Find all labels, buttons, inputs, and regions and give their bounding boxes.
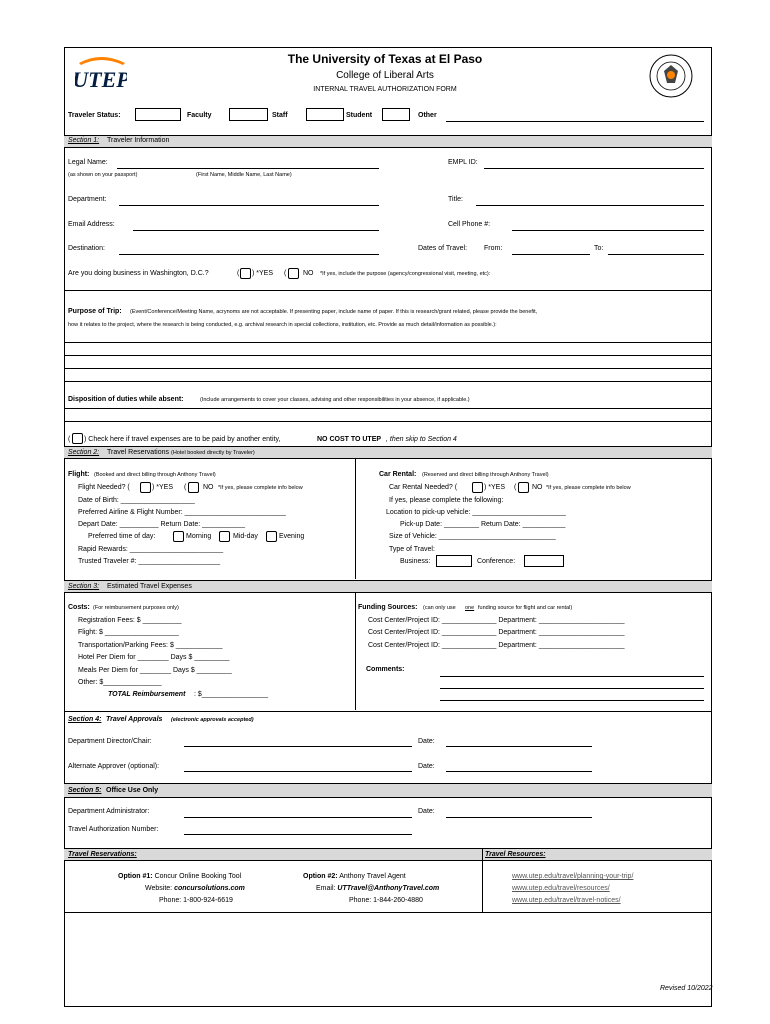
faculty-box[interactable] bbox=[135, 108, 181, 121]
cell-field[interactable] bbox=[512, 230, 704, 231]
department-field[interactable] bbox=[119, 205, 379, 206]
title-field[interactable] bbox=[476, 205, 704, 206]
svg-text:UTEP: UTEP bbox=[75, 67, 127, 91]
student-box[interactable] bbox=[306, 108, 344, 121]
destination-label: Destination: bbox=[68, 245, 105, 252]
flight-complete-note: *If yes, please complete info below bbox=[218, 485, 303, 491]
total-label: TOTAL Reimbursement bbox=[108, 691, 186, 698]
car-complete-text: If yes, please complete the following: bbox=[389, 497, 504, 504]
dob-field[interactable]: Date of Birth: ___________________ bbox=[78, 497, 195, 504]
registration-field[interactable]: Registration Fees: $ __________ bbox=[78, 617, 182, 624]
flight-cost-field[interactable]: Flight: $ ___________________ bbox=[78, 629, 179, 636]
pickup-location-field[interactable]: Location to pick-up vehicle: ________________________ bbox=[386, 509, 566, 516]
section2-hint: (Hotel booked directly by Traveler) bbox=[171, 450, 255, 456]
flight-no-label: NO bbox=[203, 484, 214, 491]
section1-subtitle: Traveler Information bbox=[107, 137, 170, 144]
no-cost-bold: NO COST TO UTEP bbox=[317, 436, 382, 443]
admin-date-field[interactable] bbox=[446, 817, 592, 818]
business-box[interactable] bbox=[436, 555, 472, 567]
section4-hint: (electronic approvals accepted) bbox=[171, 717, 254, 723]
morning-label: Morning bbox=[186, 533, 212, 540]
admin-label: Department Administrator: bbox=[68, 808, 150, 815]
meals-field[interactable]: Meals Per Diem for ________ Days $ _________ bbox=[78, 667, 232, 674]
flight-hint: (Booked and direct billing through Anthony Travel) bbox=[94, 472, 216, 478]
purpose-hint-1: (Event/Conference/Meeting Name, acrynoms are not acceptable. If presenting paper, include name of paper. If this is research/grant related, please provide the benefit, bbox=[130, 309, 538, 315]
cost-center-3[interactable]: Cost Center/Project ID: ______________ Department: ______________________ bbox=[368, 642, 625, 649]
auth-number-field[interactable] bbox=[184, 834, 412, 835]
empl-id-field[interactable] bbox=[484, 168, 704, 169]
legal-name-label: Legal Name: bbox=[68, 159, 108, 166]
car-no-label: NO bbox=[532, 484, 543, 491]
flight-label: Flight: bbox=[68, 471, 90, 478]
link-resources[interactable]: www.utep.edu/travel/resources/ bbox=[512, 885, 610, 892]
dc-yes-checkbox[interactable] bbox=[240, 268, 251, 279]
conference-label: Conference: bbox=[477, 558, 516, 565]
auth-number-label: Travel Authorization Number: bbox=[68, 826, 159, 833]
student-label: Student bbox=[346, 112, 373, 119]
purpose-label: Purpose of Trip: bbox=[68, 308, 122, 315]
option2-email: Email: UTTravel@AnthonyTravel.com bbox=[316, 885, 440, 892]
destination-field[interactable] bbox=[119, 254, 379, 255]
link-planning[interactable]: www.utep.edu/travel/planning-your-trip/ bbox=[512, 873, 634, 880]
reservations-title: Travel Reservations: bbox=[68, 851, 137, 858]
section4-title: Section 4: bbox=[68, 716, 102, 723]
duties-label: Disposition of duties while absent: bbox=[68, 396, 184, 403]
staff-box[interactable] bbox=[229, 108, 268, 121]
business-label: Business: bbox=[400, 558, 431, 565]
comments-line-1[interactable] bbox=[440, 676, 704, 677]
cell-label: Cell Phone #: bbox=[448, 221, 491, 228]
option1-website: Website: concursolutions.com bbox=[145, 885, 245, 892]
total-field[interactable]: : $_________________ bbox=[194, 691, 268, 698]
section2-subtitle: Travel Reservations bbox=[107, 449, 169, 456]
from-label: From: bbox=[484, 245, 503, 252]
option2-phone: Phone: 1-844-260-4880 bbox=[349, 897, 423, 904]
dc-no-checkbox[interactable] bbox=[288, 268, 299, 279]
funding-label: Funding Sources: bbox=[358, 604, 418, 611]
evening-label: Evening bbox=[279, 533, 305, 540]
no-cost-checkbox[interactable] bbox=[72, 433, 83, 444]
admin-date-label: Date: bbox=[418, 808, 435, 815]
purpose-hint-2: how it relates to the project, where the research is being conducted, e.g. archival research in special collections, institution, etc. Provide as much detail/information as possible.): bbox=[68, 322, 497, 328]
status-label: Traveler Status: bbox=[68, 112, 121, 119]
car-no-checkbox[interactable] bbox=[518, 482, 529, 493]
pref-time-label: Preferred time of day: bbox=[88, 533, 156, 540]
dc-question: Are you doing business in Washington, D.C.? bbox=[68, 270, 209, 277]
option2: Option #2: Anthony Travel Agent bbox=[303, 873, 406, 880]
section5-title: Section 5: bbox=[68, 787, 102, 794]
section3-subtitle: Estimated Travel Expenses bbox=[107, 583, 192, 590]
admin-field[interactable] bbox=[184, 817, 412, 818]
morning-checkbox[interactable] bbox=[173, 531, 184, 542]
cost-center-1[interactable]: Cost Center/Project ID: ______________ Department: ______________________ bbox=[368, 617, 625, 624]
university-name: The University of Texas at El Paso bbox=[287, 52, 483, 66]
to-field[interactable] bbox=[608, 254, 704, 255]
name-hint: (First Name, Middle Name, Last Name) bbox=[196, 172, 292, 178]
midday-checkbox[interactable] bbox=[219, 531, 230, 542]
revised-date: Revised 10/2022 bbox=[660, 985, 713, 992]
funding-hint-2: funding source for flight and car rental) bbox=[478, 605, 573, 611]
travel-type-label: Type of Travel: bbox=[389, 546, 435, 553]
transport-field[interactable]: Transportation/Parking Fees: $ ____________ bbox=[78, 642, 223, 649]
alternate-date-label: Date: bbox=[418, 763, 435, 770]
duties-line[interactable] bbox=[64, 421, 712, 422]
director-date-label: Date: bbox=[418, 738, 435, 745]
section2-title: Section 2: bbox=[68, 449, 100, 456]
comments-label: Comments: bbox=[366, 666, 405, 673]
section5-subtitle: Office Use Only bbox=[106, 787, 159, 794]
staff-label: Staff bbox=[272, 112, 288, 119]
section5-header bbox=[64, 783, 712, 798]
airline-field[interactable]: Preferred Airline & Flight Number: __________________________ bbox=[78, 509, 286, 516]
resources-title: Travel Resources: bbox=[485, 851, 546, 858]
no-cost-text: ) Check here if travel expenses are to be paid by another entity, bbox=[84, 436, 281, 443]
other-label: Other bbox=[418, 112, 437, 119]
midday-label: Mid-day bbox=[233, 533, 258, 540]
title-label: Title: bbox=[448, 196, 463, 203]
director-label: Department Director/Chair: bbox=[68, 738, 152, 745]
purpose-line-3[interactable] bbox=[64, 368, 712, 369]
legal-name-field[interactable] bbox=[117, 168, 379, 169]
purpose-line-2[interactable] bbox=[64, 355, 712, 356]
funding-one: one bbox=[465, 605, 475, 611]
no-cost-skip: , then skip to Section 4 bbox=[386, 436, 457, 443]
costs-hint: (For reimbursement purposes only) bbox=[93, 605, 179, 611]
dates-label: Dates of Travel: bbox=[418, 245, 468, 252]
depart-return-field[interactable]: Depart Date: __________ Return Date: ___________ bbox=[78, 521, 245, 528]
director-date-field[interactable] bbox=[446, 746, 592, 747]
empl-id-label: EMPL ID: bbox=[448, 159, 478, 166]
link-notices[interactable]: www.utep.edu/travel/travel-notices/ bbox=[512, 897, 621, 904]
trusted-traveler-field[interactable]: Trusted Traveler #: _____________________ bbox=[78, 558, 221, 565]
duties-hint: (Include arrangements to cover your classes, advising and other responsibilities in your absence, if applicable.) bbox=[200, 397, 470, 403]
to-label: To: bbox=[594, 245, 604, 252]
rapid-rewards-field[interactable]: Rapid Rewards: ________________________ bbox=[78, 546, 224, 553]
flight-no-checkbox[interactable] bbox=[188, 482, 199, 493]
option1-phone: Phone: 1-800-924-6619 bbox=[159, 897, 233, 904]
car-yes-checkbox[interactable] bbox=[472, 482, 483, 493]
director-field[interactable] bbox=[184, 746, 412, 747]
college-name: College of Liberal Arts bbox=[336, 70, 434, 81]
alternate-field[interactable] bbox=[184, 771, 412, 772]
passport-hint: (as shown on your passport) bbox=[68, 172, 138, 178]
other-line[interactable] bbox=[446, 121, 704, 122]
costs-label: Costs: bbox=[68, 604, 90, 611]
car-yes-label: ) *YES bbox=[484, 484, 506, 491]
evening-checkbox[interactable] bbox=[266, 531, 277, 542]
other-box[interactable] bbox=[382, 108, 410, 121]
comments-line-2[interactable] bbox=[440, 688, 704, 689]
form-title: INTERNAL TRAVEL AUTHORIZATION FORM bbox=[313, 86, 457, 93]
funding-hint: (can only use bbox=[423, 605, 456, 611]
section4-subtitle: Travel Approvals bbox=[106, 716, 163, 723]
email-field[interactable] bbox=[133, 230, 379, 231]
purpose-line-1[interactable] bbox=[64, 342, 712, 343]
faculty-label: Faculty bbox=[187, 112, 212, 119]
section1-title: Section 1: bbox=[68, 137, 100, 144]
dc-yes-label: ) *YES bbox=[252, 270, 274, 277]
pickup-date-field[interactable]: Pick-up Date: _________ Return Date: ___________ bbox=[400, 521, 566, 528]
car-label: Car Rental: bbox=[379, 471, 417, 478]
comments-line-3[interactable] bbox=[440, 700, 704, 701]
option1: Option #1: Concur Online Booking Tool bbox=[118, 873, 242, 880]
college-seal bbox=[646, 53, 696, 99]
email-label: Email Address: bbox=[68, 221, 115, 228]
car-hint: (Reserved and direct billing through Anthony Travel) bbox=[422, 472, 549, 478]
department-label: Department: bbox=[68, 196, 107, 203]
alternate-date-field[interactable] bbox=[446, 771, 592, 772]
alternate-label: Alternate Approver (optional): bbox=[68, 763, 160, 770]
cost-center-2[interactable]: Cost Center/Project ID: ______________ Department: ______________________ bbox=[368, 629, 625, 636]
footer-header bbox=[64, 848, 712, 861]
car-complete-note: *If yes, please complete info below bbox=[546, 485, 631, 491]
car-needed-label: Car Rental Needed? ( bbox=[389, 484, 458, 491]
flight-yes-label: ) *YES bbox=[152, 484, 174, 491]
vehicle-size-field[interactable]: Size of Vehicle: ______________________________ bbox=[389, 533, 556, 540]
from-field[interactable] bbox=[512, 254, 590, 255]
conference-box[interactable] bbox=[524, 555, 564, 567]
hotel-field[interactable]: Hotel Per Diem for ________ Days $ _________ bbox=[78, 654, 230, 661]
other-cost-field[interactable]: Other: $_______________ bbox=[78, 679, 162, 686]
flight-needed-label: Flight Needed? ( bbox=[78, 484, 130, 491]
dc-note: *If yes, include the purpose (agency/congressional visit, meeting, etc): bbox=[320, 271, 491, 277]
dc-no-label: NO bbox=[303, 270, 314, 277]
section3-title: Section 3: bbox=[68, 583, 100, 590]
flight-yes-checkbox[interactable] bbox=[140, 482, 151, 493]
